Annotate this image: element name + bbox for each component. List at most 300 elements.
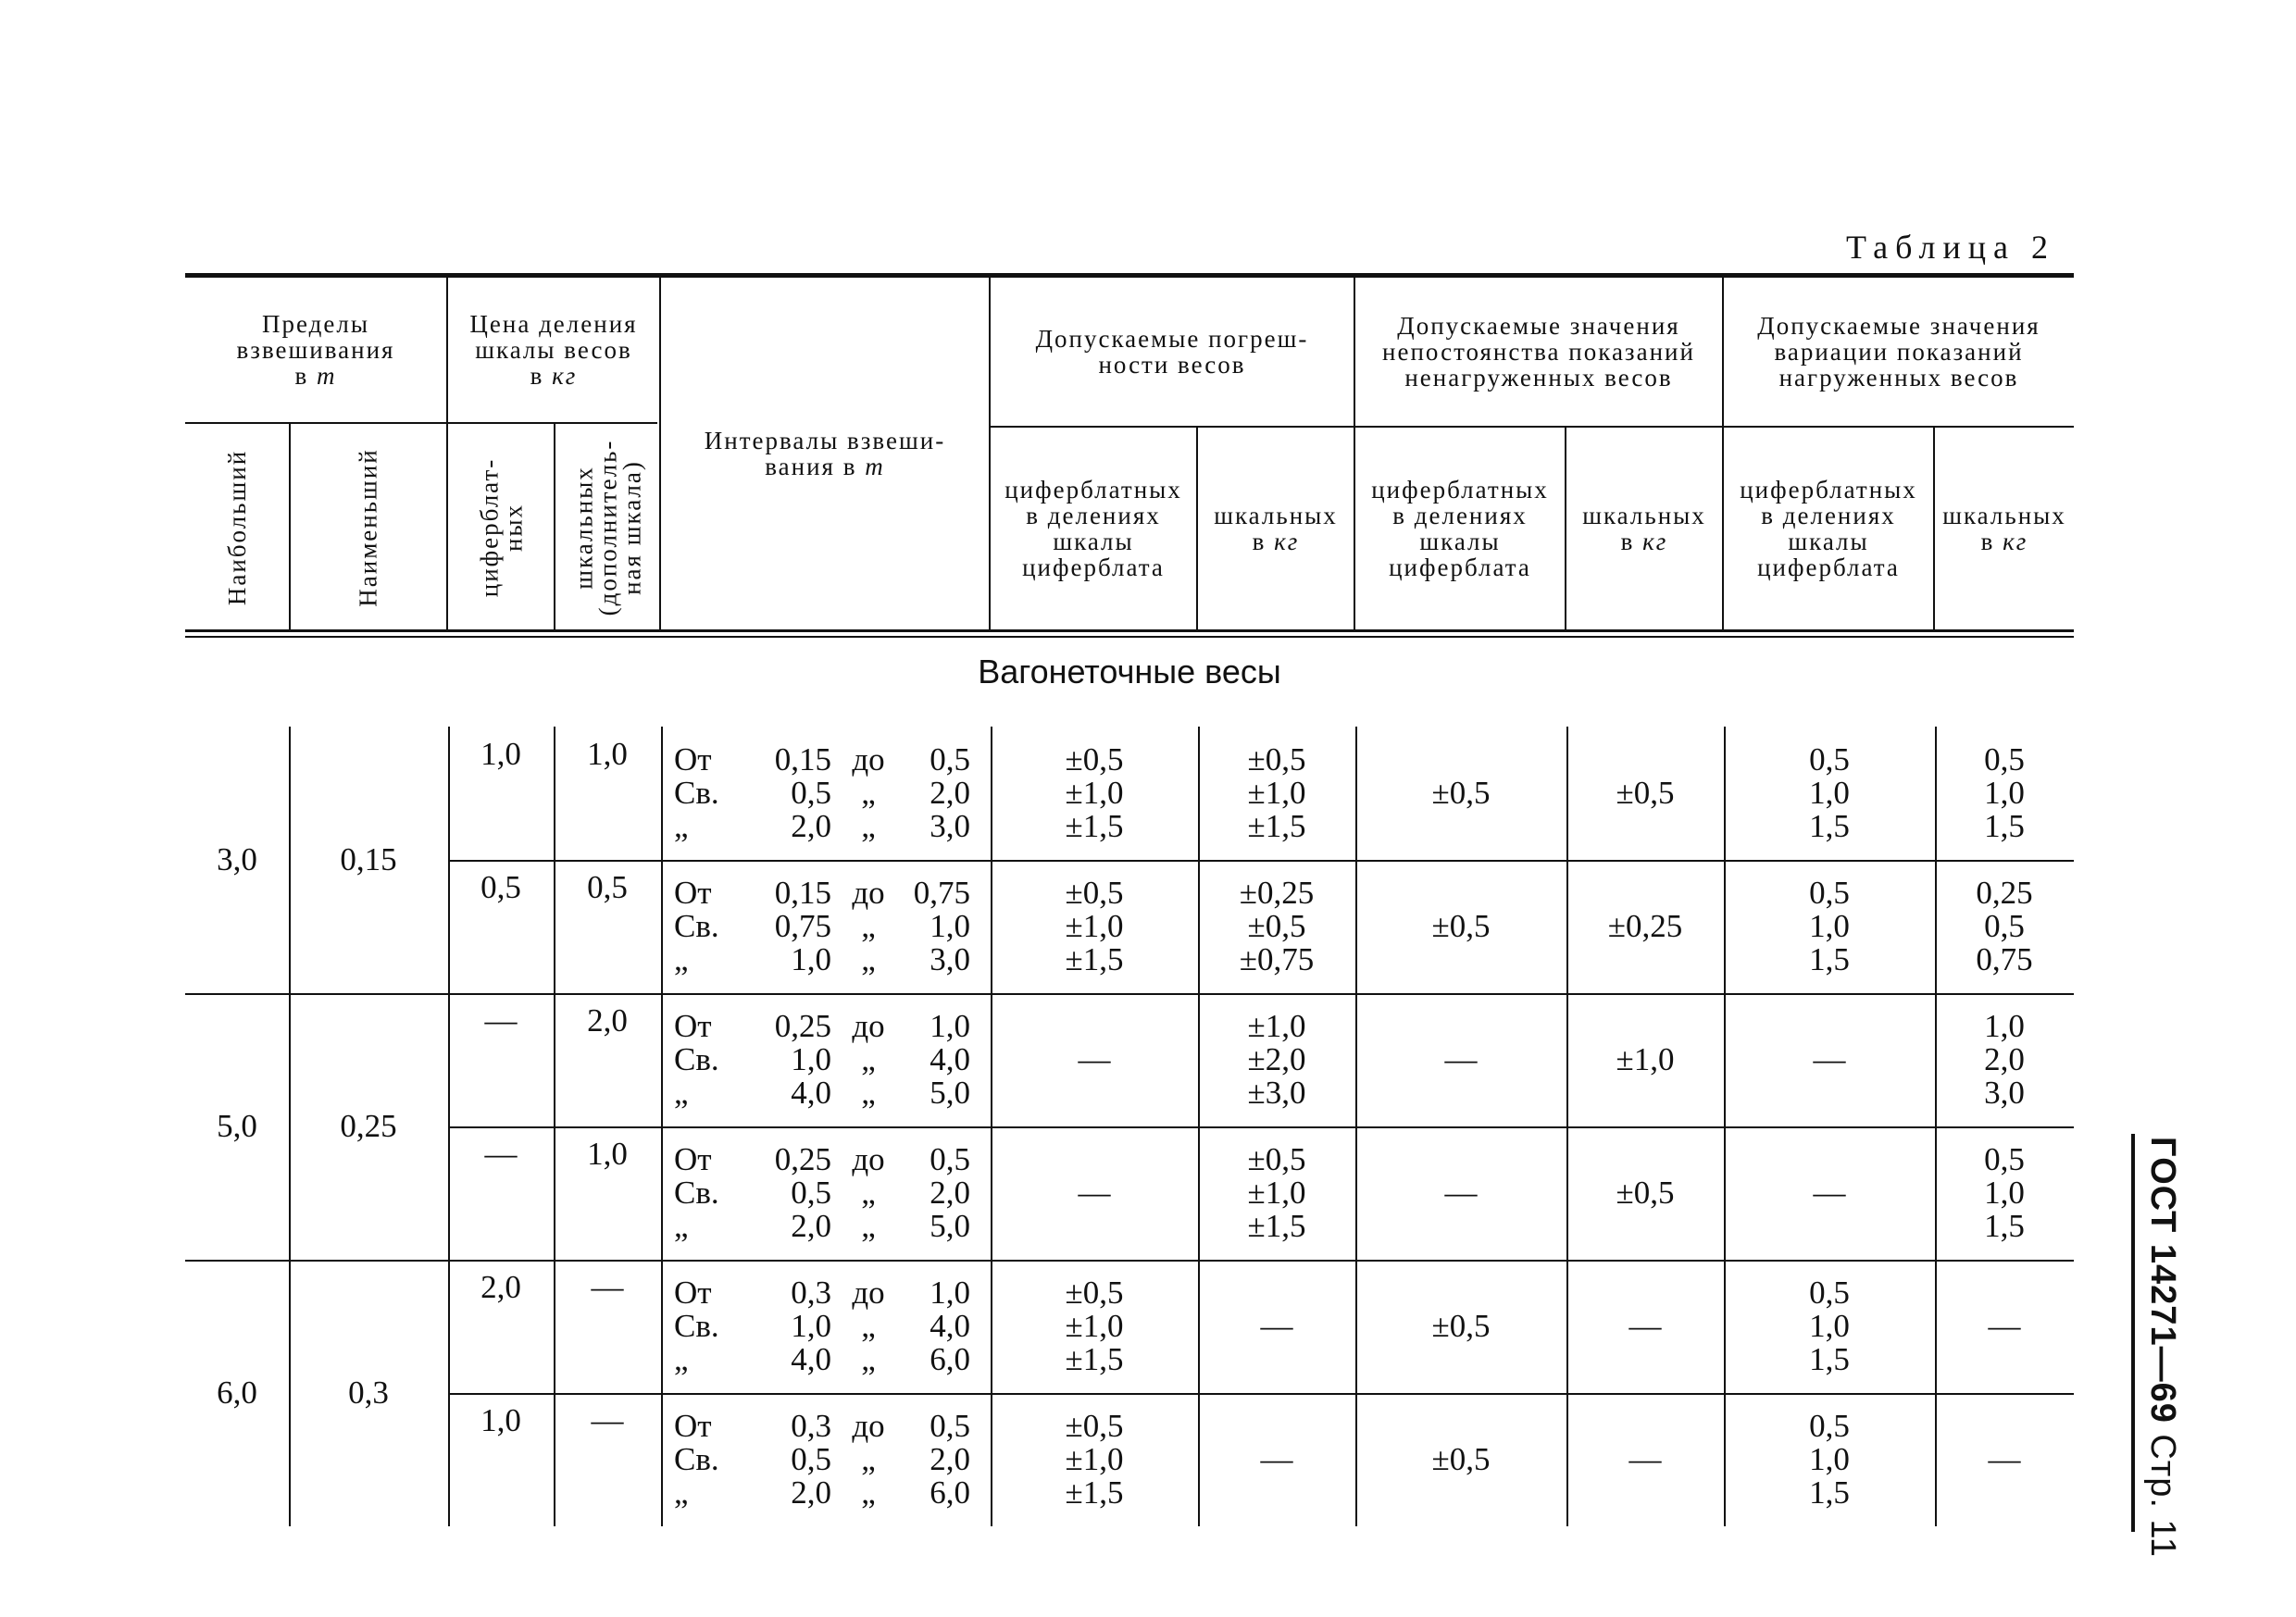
limit-max-cell	[185, 727, 289, 993]
inst-scale-value: ±0,25	[1607, 908, 1683, 944]
div-dial-value: —	[484, 1136, 518, 1172]
interval-line	[674, 743, 980, 777]
err-dial-cell	[991, 1126, 1198, 1260]
sub-line: циферблатных	[1371, 476, 1549, 504]
inst-scale-stack	[1608, 910, 1682, 943]
var-dial-value: 0,5	[1809, 1275, 1850, 1311]
interval-part: 2,0	[930, 775, 970, 811]
inst-dial-value: —	[1444, 1175, 1478, 1211]
var-dial-value: 0,5	[1809, 741, 1850, 777]
var-scale-value: 0,5	[1984, 741, 2025, 777]
interval-part: 0,5	[791, 1175, 831, 1211]
interval-part: 4,0	[930, 1041, 970, 1077]
var-scale-cell	[1935, 1260, 2074, 1393]
interval-part: „	[861, 1075, 876, 1111]
interval-cell	[661, 727, 991, 860]
interval-part: 0,15	[774, 875, 831, 911]
inst-dial-cell	[1355, 1260, 1566, 1393]
interval-part: 4,0	[791, 1075, 831, 1111]
limit-min-cell	[289, 1260, 448, 1526]
header-division-line: шкалы весов	[475, 336, 632, 364]
inst-dial-cell	[1355, 1393, 1566, 1526]
header-instability-line: непостоянства показаний	[1382, 338, 1695, 366]
interval-part: „	[861, 1441, 876, 1477]
err-scale-value: ±0,5	[1247, 908, 1306, 944]
var-scale-stack	[1984, 1010, 2025, 1110]
div-dial-value: 1,0	[480, 1402, 521, 1438]
var-scale-cell	[1935, 727, 2074, 860]
side-label-page: Стр. 11	[2142, 1433, 2182, 1558]
var-dial-stack	[1809, 1410, 1850, 1510]
limit-min-value: 0,15	[340, 841, 397, 877]
div-scale-cell	[554, 993, 661, 1126]
interval-part: Св.	[674, 1308, 719, 1344]
interval-part: до	[852, 1141, 885, 1177]
interval-line	[674, 1310, 980, 1343]
interval-part: 0,3	[791, 1408, 831, 1444]
interval-line	[674, 1210, 980, 1243]
err-scale-value: —	[1260, 1441, 1293, 1477]
inst-scale-cell	[1566, 1260, 1724, 1393]
interval-part: 2,0	[930, 1441, 970, 1477]
div-dial-value: —	[484, 1002, 518, 1039]
sub-unit: кг	[2003, 528, 2028, 555]
interval-part: 0,25	[774, 1141, 831, 1177]
err-scale-value: ±1,5	[1247, 1208, 1306, 1244]
interval-part: „	[861, 908, 876, 944]
var-dial-stack	[1809, 743, 1850, 843]
err-scale-cell	[1198, 993, 1355, 1126]
interval-part: 1,0	[930, 1008, 970, 1044]
var-scale-value: 1,0	[1984, 775, 2025, 811]
header-errors-line: ности весов	[1098, 351, 1246, 379]
div-dial-cell	[448, 993, 554, 1126]
var-scale-value: 2,0	[1984, 1041, 2025, 1077]
err-dial-value: ±1,5	[1065, 941, 1124, 977]
err-scale-value: ±0,75	[1239, 941, 1315, 977]
limit-min-cell	[289, 727, 448, 993]
div-scale-value: 1,0	[587, 736, 628, 772]
interval-part: 0,5	[930, 1408, 970, 1444]
interval-part: 0,15	[774, 741, 831, 777]
div-dial-cell	[448, 727, 554, 860]
interval-part: 1,0	[791, 1041, 831, 1077]
interval-part: 0,5	[791, 1441, 831, 1477]
interval-part: От	[674, 1408, 712, 1444]
err-dial-value: ±1,0	[1065, 1441, 1124, 1477]
sub-line: циферблата	[1022, 554, 1165, 581]
interval-part: От	[674, 1008, 712, 1044]
interval-line	[674, 1076, 980, 1110]
var-dial-value: —	[1813, 1041, 1846, 1077]
limit-max-value: 5,0	[217, 1108, 257, 1144]
var-dial-value: 1,5	[1809, 1474, 1850, 1511]
var-dial-value: 0,5	[1809, 875, 1850, 911]
div-dial-value: 2,0	[480, 1269, 521, 1305]
var-dial-value: —	[1813, 1175, 1846, 1211]
var-scale-stack	[1976, 877, 2032, 976]
interval-part: 2,0	[791, 1208, 831, 1244]
inst-scale-stack	[1616, 1043, 1675, 1076]
err-scale-stack	[1261, 1310, 1293, 1343]
interval-part: 5,0	[930, 1075, 970, 1111]
interval-part: От	[674, 741, 712, 777]
err-scale-cell	[1198, 727, 1355, 860]
inst-dial-cell	[1355, 727, 1566, 860]
var-dial-value: 1,0	[1809, 775, 1850, 811]
interval-part: „	[861, 1208, 876, 1244]
header-limits-unit: т	[317, 362, 337, 390]
interval-part: От	[674, 1141, 712, 1177]
interval-part: „	[861, 1341, 876, 1377]
err-dial-stack	[1066, 1276, 1124, 1376]
inst-scale-value: —	[1628, 1441, 1662, 1477]
interval-part: Св.	[674, 1441, 719, 1477]
interval-block	[661, 1010, 991, 1110]
var-scale-value: 0,25	[1976, 875, 2033, 911]
div-scale-cell	[554, 1260, 661, 1393]
var-scale-value: 0,5	[1984, 1141, 2025, 1177]
side-label-gost: ГОСТ 14271—69	[2142, 1136, 2182, 1424]
interval-part: 6,0	[930, 1341, 970, 1377]
err-dial-value: ±0,5	[1065, 1275, 1124, 1311]
err-scale-value: ±2,0	[1247, 1041, 1306, 1077]
inst-dial-cell	[1355, 993, 1566, 1126]
limit-max-value: 6,0	[217, 1374, 257, 1411]
var-dial-value: 1,0	[1809, 908, 1850, 944]
side-label-text	[2142, 1137, 2182, 1558]
inst-dial-value: ±0,5	[1431, 1308, 1491, 1344]
interval-part: 4,0	[791, 1341, 831, 1377]
var-scale-cell	[1935, 1126, 2074, 1260]
var-dial-value: 0,5	[1809, 1408, 1850, 1444]
header-variation-line: Допускаемые значения	[1757, 312, 2040, 340]
interval-part: „	[861, 775, 876, 811]
inst-scale-value: —	[1628, 1308, 1662, 1344]
var-dial-cell	[1724, 1126, 1935, 1260]
var-dial-cell	[1724, 1260, 1935, 1393]
div-dial-value: 0,5	[480, 869, 521, 905]
div-scale-value: —	[591, 1402, 624, 1438]
inst-dial-stack	[1432, 777, 1491, 810]
interval-part: „	[861, 1175, 876, 1211]
err-scale-value: ±1,0	[1247, 1008, 1306, 1044]
header-instability-line: ненагруженных весов	[1404, 364, 1673, 392]
interval-part: 2,0	[791, 808, 831, 844]
limit-min-cell	[289, 993, 448, 1260]
interval-block	[661, 1143, 991, 1243]
inst-dial-stack	[1445, 1043, 1478, 1076]
sub-unit: кг	[1274, 528, 1300, 555]
interval-line	[674, 943, 980, 976]
table-title: Таблица 2	[1846, 229, 2055, 266]
var-scale-value: —	[1988, 1441, 2021, 1477]
sub-line: циферблатных	[1740, 476, 1917, 504]
sub-line: шкалы	[1419, 528, 1501, 555]
div-dial-cell	[448, 1126, 554, 1260]
header-div-dial-label: циферблат- ных	[475, 457, 527, 598]
var-scale-value: 0,75	[1976, 941, 2033, 977]
limit-min-value: 0,3	[348, 1374, 389, 1411]
header-variation-line: вариации показаний	[1774, 338, 2024, 366]
interval-line	[674, 1176, 980, 1210]
inst-scale-cell	[1566, 1126, 1724, 1260]
var-scale-value: 1,0	[1984, 1175, 2025, 1211]
var-scale-stack	[1984, 743, 2025, 843]
interval-part: От	[674, 875, 712, 911]
div-scale-value: 2,0	[587, 1002, 628, 1039]
var-scale-value: 1,5	[1984, 808, 2025, 844]
interval-part: „	[861, 1041, 876, 1077]
interval-part: „	[674, 808, 689, 844]
header-division-unit: кг	[552, 362, 578, 390]
inst-scale-cell	[1566, 1393, 1724, 1526]
limit-max-cell	[185, 993, 289, 1260]
div-scale-value: —	[591, 1269, 624, 1305]
err-dial-value: ±1,0	[1065, 1308, 1124, 1344]
interval-part: 0,75	[774, 908, 831, 944]
err-dial-cell	[991, 727, 1198, 860]
interval-part: „	[861, 808, 876, 844]
header-limits-line: взвешивания	[236, 336, 395, 364]
header-intervals-unit: т	[865, 453, 885, 480]
interval-line	[674, 1410, 980, 1443]
interval-part: „	[674, 1075, 689, 1111]
inst-scale-cell	[1566, 993, 1724, 1126]
var-dial-cell	[1724, 727, 1935, 860]
div-scale-cell	[554, 1126, 661, 1260]
interval-part: Св.	[674, 908, 719, 944]
sub-prep: в	[1620, 528, 1635, 555]
var-scale-cell	[1935, 993, 2074, 1126]
err-dial-value: ±1,0	[1065, 775, 1124, 811]
interval-line	[674, 1343, 980, 1376]
sub-line: в делениях	[1026, 502, 1161, 529]
err-dial-cell	[991, 860, 1198, 993]
interval-part: до	[852, 1008, 885, 1044]
err-dial-value: —	[1078, 1175, 1111, 1211]
var-dial-stack	[1814, 1176, 1846, 1210]
interval-part: до	[852, 1275, 885, 1311]
interval-part: 3,0	[930, 941, 970, 977]
header-intervals-prep: вания в	[765, 453, 857, 480]
header-limit-max-label: Наибольший	[223, 449, 252, 606]
inst-scale-stack	[1616, 1176, 1675, 1210]
interval-part: 2,0	[930, 1175, 970, 1211]
sub-line: шкалы	[1788, 528, 1869, 555]
interval-line	[674, 1476, 980, 1510]
interval-line	[674, 777, 980, 810]
div-scale-cell	[554, 860, 661, 993]
inst-dial-value: ±0,5	[1431, 775, 1491, 811]
sub-line: циферблата	[1757, 554, 1900, 581]
interval-line	[674, 810, 980, 843]
err-dial-stack	[1066, 877, 1124, 976]
div-dial-cell	[448, 860, 554, 993]
var-scale-cell	[1935, 860, 2074, 993]
interval-part: 3,0	[930, 808, 970, 844]
inst-scale-stack	[1629, 1310, 1662, 1343]
interval-part: От	[674, 1275, 712, 1311]
section-title: Вагонеточные весы	[978, 653, 1281, 690]
inst-scale-value: ±0,5	[1616, 775, 1675, 811]
var-scale-value: —	[1988, 1308, 2021, 1344]
var-dial-value: 1,0	[1809, 1441, 1850, 1477]
err-scale-value: ±0,5	[1247, 741, 1306, 777]
inst-dial-value: ±0,5	[1431, 908, 1491, 944]
interval-block	[661, 1410, 991, 1510]
interval-part: „	[861, 1308, 876, 1344]
interval-cell	[661, 860, 991, 993]
header-intervals-line: Интервалы взвеши-	[704, 427, 946, 454]
header-limits-line: Пределы	[262, 310, 369, 338]
interval-block	[661, 1276, 991, 1376]
interval-part: 2,0	[791, 1474, 831, 1511]
err-scale-stack	[1248, 1143, 1306, 1243]
var-scale-value: 3,0	[1984, 1075, 2025, 1111]
div-dial-cell	[448, 1393, 554, 1526]
inst-dial-value: —	[1444, 1041, 1478, 1077]
limit-max-cell	[185, 1260, 289, 1526]
header-variation-line: нагруженных весов	[1778, 364, 2019, 392]
interval-part: Св.	[674, 1041, 719, 1077]
interval-part: 0,5	[930, 741, 970, 777]
interval-line	[674, 1043, 980, 1076]
sub-prep: в	[1980, 528, 1995, 555]
header-div-scale-label: шкальных (дополнитель- ная шкала)	[569, 439, 646, 616]
sub-prep: в	[1252, 528, 1267, 555]
err-scale-value: ±3,0	[1247, 1075, 1306, 1111]
err-dial-value: ±1,5	[1065, 1341, 1124, 1377]
sub-line: шкальных	[1582, 502, 1706, 529]
err-dial-stack	[1079, 1043, 1111, 1076]
interval-part: 4,0	[930, 1308, 970, 1344]
err-scale-value: ±1,0	[1247, 775, 1306, 811]
header-limits-prep: в	[294, 362, 309, 390]
err-dial-value: ±0,5	[1065, 741, 1124, 777]
interval-block	[661, 877, 991, 976]
interval-block	[661, 743, 991, 843]
inst-scale-value: ±1,0	[1616, 1041, 1675, 1077]
interval-part: „	[861, 941, 876, 977]
err-scale-cell	[1198, 860, 1355, 993]
inst-scale-cell	[1566, 860, 1724, 993]
div-scale-cell	[554, 1393, 661, 1526]
var-dial-value: 1,5	[1809, 808, 1850, 844]
inst-dial-stack	[1432, 910, 1491, 943]
var-scale-value: 1,5	[1984, 1208, 2025, 1244]
div-scale-value: 0,5	[587, 869, 628, 905]
var-dial-stack	[1814, 1043, 1846, 1076]
interval-line	[674, 1443, 980, 1476]
sub-unit: кг	[1642, 528, 1668, 555]
div-dial-cell	[448, 1260, 554, 1393]
var-scale-value: 0,5	[1984, 908, 2025, 944]
var-dial-value: 1,5	[1809, 941, 1850, 977]
interval-part: до	[852, 1408, 885, 1444]
var-dial-cell	[1724, 860, 1935, 993]
inst-dial-cell	[1355, 860, 1566, 993]
interval-part: „	[674, 1208, 689, 1244]
interval-part: 1,0	[791, 1308, 831, 1344]
sub-line: циферблатных	[1004, 476, 1182, 504]
interval-cell	[661, 1126, 991, 1260]
interval-part: 5,0	[930, 1208, 970, 1244]
var-scale-stack	[1989, 1443, 2021, 1476]
err-scale-value: ±0,5	[1247, 1141, 1306, 1177]
div-scale-cell	[554, 727, 661, 860]
var-dial-stack	[1809, 877, 1850, 976]
inst-scale-stack	[1616, 777, 1675, 810]
var-dial-cell	[1724, 993, 1935, 1126]
err-scale-value: —	[1260, 1308, 1293, 1344]
inst-dial-stack	[1445, 1176, 1478, 1210]
err-dial-stack	[1066, 743, 1124, 843]
var-dial-cell	[1724, 1393, 1935, 1526]
interval-part: „	[674, 1474, 689, 1511]
interval-part: 0,5	[791, 775, 831, 811]
header-errors-line: Допускаемые погреш-	[1035, 325, 1309, 353]
limit-min-value: 0,25	[340, 1108, 397, 1144]
var-dial-value: 1,0	[1809, 1308, 1850, 1344]
interval-part: „	[861, 1474, 876, 1511]
header-instability-line: Допускаемые значения	[1397, 312, 1680, 340]
err-dial-stack	[1079, 1176, 1111, 1210]
header-limit-min-label: Наименьший	[355, 448, 383, 607]
err-scale-stack	[1240, 877, 1314, 976]
interval-line	[674, 1276, 980, 1310]
interval-part: 1,0	[930, 908, 970, 944]
interval-part: „	[674, 1341, 689, 1377]
sub-line: шкальных	[1942, 502, 2066, 529]
interval-part: до	[852, 875, 885, 911]
err-dial-cell	[991, 1260, 1198, 1393]
interval-part: 0,25	[774, 1008, 831, 1044]
err-scale-stack	[1248, 1010, 1306, 1110]
inst-dial-value: ±0,5	[1431, 1441, 1491, 1477]
header-division-prep: в	[530, 362, 544, 390]
inst-dial-stack	[1432, 1310, 1491, 1343]
interval-part: 1,0	[791, 941, 831, 977]
div-scale-value: 1,0	[587, 1136, 628, 1172]
err-dial-stack	[1066, 1410, 1124, 1510]
var-dial-stack	[1809, 1276, 1850, 1376]
sub-line: в делениях	[1392, 502, 1528, 529]
interval-part: 0,75	[913, 875, 970, 911]
inst-dial-cell	[1355, 1126, 1566, 1260]
inst-scale-value: ±0,5	[1616, 1175, 1675, 1211]
err-scale-cell	[1198, 1260, 1355, 1393]
err-scale-value: ±1,5	[1247, 808, 1306, 844]
side-label	[2129, 1136, 2194, 1558]
err-dial-value: ±1,0	[1065, 908, 1124, 944]
interval-cell	[661, 993, 991, 1126]
err-scale-value: ±1,0	[1247, 1175, 1306, 1211]
var-scale-cell	[1935, 1393, 2074, 1526]
err-dial-value: ±0,5	[1065, 875, 1124, 911]
interval-part: 0,3	[791, 1275, 831, 1311]
err-scale-cell	[1198, 1393, 1355, 1526]
interval-cell	[661, 1393, 991, 1526]
err-dial-value: ±1,5	[1065, 1474, 1124, 1511]
interval-line	[674, 877, 980, 910]
sub-line: шкалы	[1053, 528, 1134, 555]
var-scale-value: 1,0	[1984, 1008, 2025, 1044]
var-dial-value: 1,5	[1809, 1341, 1850, 1377]
var-scale-stack	[1989, 1310, 2021, 1343]
err-scale-value: ±0,25	[1239, 875, 1315, 911]
interval-part: „	[674, 941, 689, 977]
